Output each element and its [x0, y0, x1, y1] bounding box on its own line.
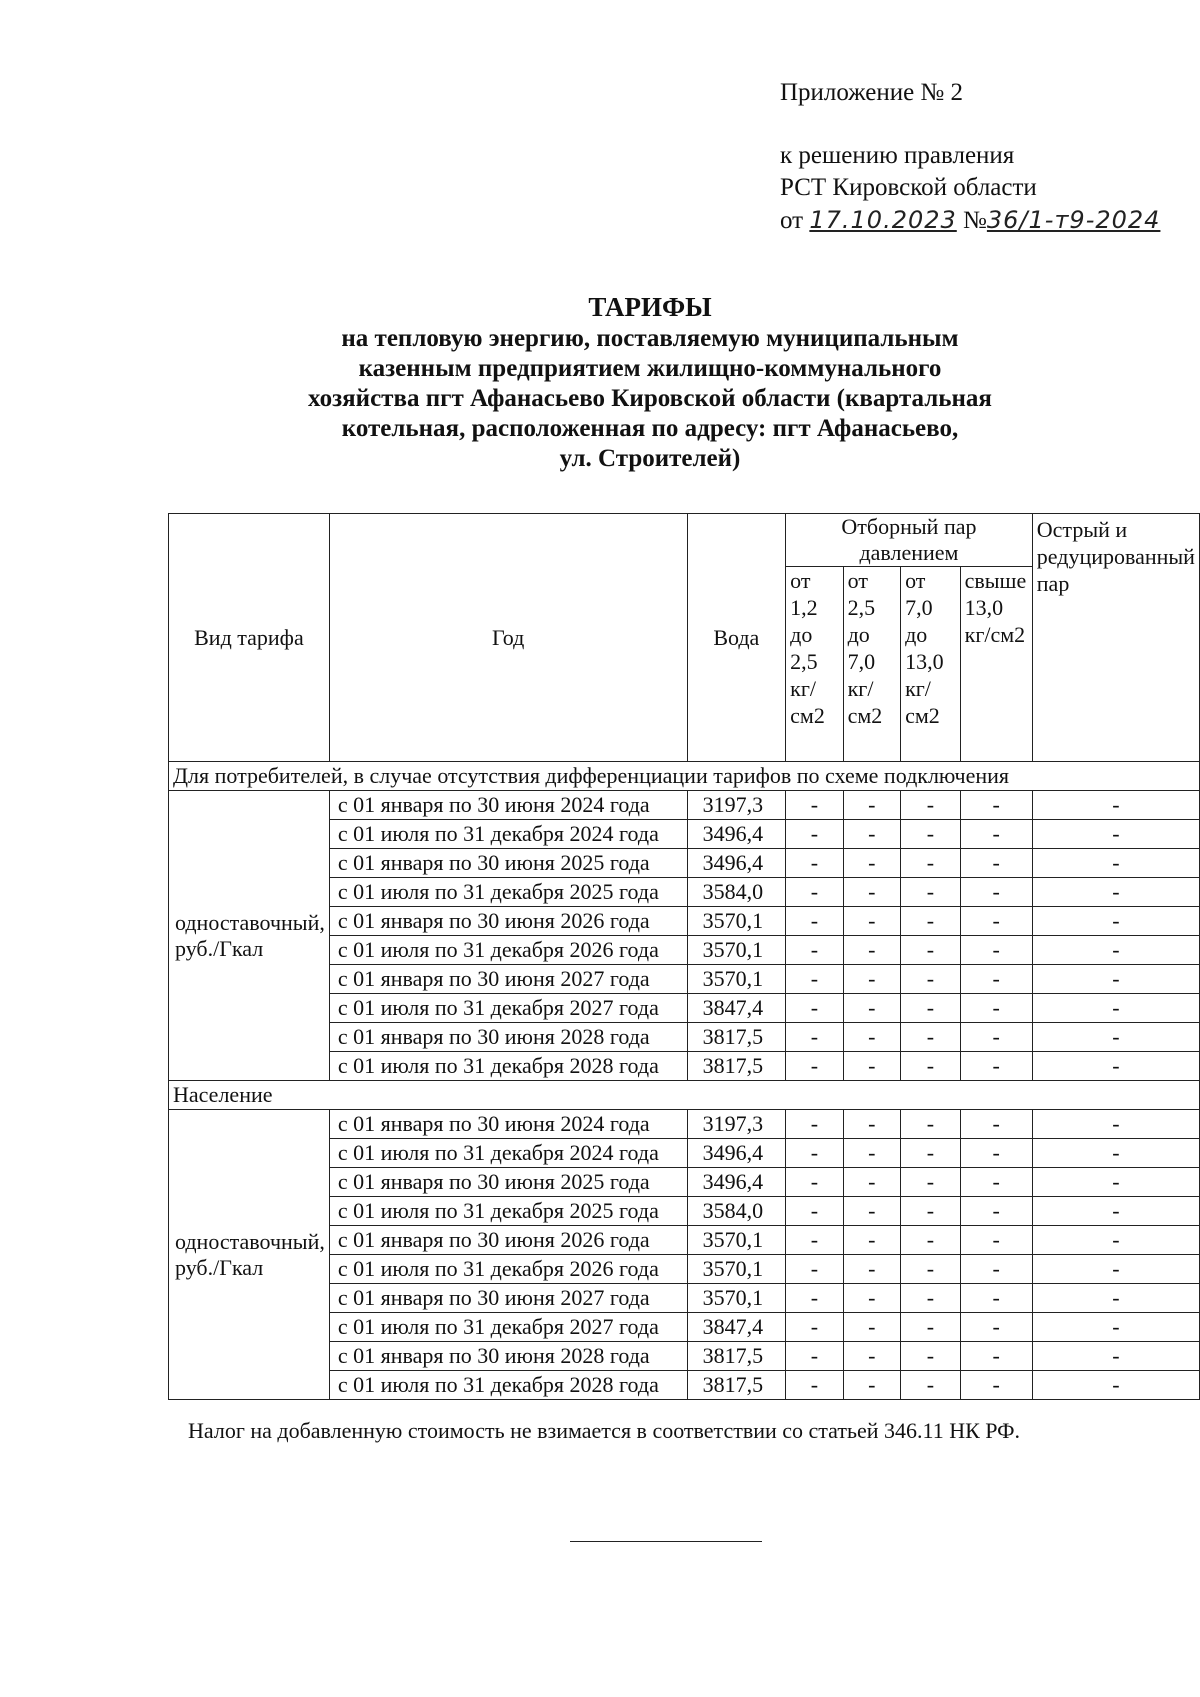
steam-tariff-cell: -	[786, 849, 843, 878]
col-header-water: Вода	[687, 514, 786, 762]
decision-block	[780, 140, 1160, 237]
period-cell: с 01 июля по 31 декабря 2026 года	[329, 1255, 687, 1284]
title-line-4: котельная, расположенная по адресу: пгт Афанасьево,	[341, 415, 959, 442]
steam-tariff-cell: -	[901, 791, 961, 820]
steam-tariff-cell: -	[786, 994, 843, 1023]
water-tariff-cell: 3570,1	[687, 1284, 786, 1313]
steam-tariff-cell: -	[1032, 1255, 1199, 1284]
period-cell: с 01 января по 30 июня 2027 года	[329, 965, 687, 994]
steam-tariff-cell: -	[901, 907, 961, 936]
period-cell: с 01 января по 30 июня 2026 года	[329, 1226, 687, 1255]
steam-tariff-cell: -	[786, 1139, 843, 1168]
steam-tariff-cell: -	[786, 1284, 843, 1313]
steam-tariff-cell: -	[1032, 1371, 1199, 1400]
tariff-kind-cell: одноставочный, руб./Гкал	[169, 1110, 330, 1400]
steam-tariff-cell: -	[843, 1284, 900, 1313]
period-cell: с 01 июля по 31 декабря 2028 года	[329, 1052, 687, 1081]
steam-tariff-cell: -	[901, 820, 961, 849]
steam-tariff-cell: -	[786, 936, 843, 965]
water-tariff-cell: 3817,5	[687, 1371, 786, 1400]
steam-tariff-cell: -	[960, 994, 1032, 1023]
col-header-kind: Вид тарифа	[169, 514, 330, 762]
col-header-steam-3: от 7,0 до 13,0 кг/см2	[901, 567, 961, 762]
steam-tariff-cell: -	[960, 1052, 1032, 1081]
steam-tariff-cell: -	[786, 907, 843, 936]
steam-tariff-cell: -	[786, 820, 843, 849]
steam-tariff-cell: -	[1032, 1168, 1199, 1197]
steam-tariff-cell: -	[901, 1313, 961, 1342]
group-title: Население	[169, 1081, 1200, 1110]
steam-tariff-cell: -	[1032, 1342, 1199, 1371]
water-tariff-cell: 3570,1	[687, 965, 786, 994]
steam-tariff-cell: -	[960, 1313, 1032, 1342]
period-cell: с 01 января по 30 июня 2025 года	[329, 1168, 687, 1197]
steam-tariff-cell: -	[960, 1284, 1032, 1313]
steam-tariff-cell: -	[786, 1168, 843, 1197]
water-tariff-cell: 3570,1	[687, 907, 786, 936]
water-tariff-cell: 3570,1	[687, 936, 786, 965]
steam-tariff-cell: -	[960, 1168, 1032, 1197]
steam-tariff-cell: -	[901, 1197, 961, 1226]
steam-tariff-cell: -	[1032, 1197, 1199, 1226]
steam-tariff-cell: -	[901, 1226, 961, 1255]
steam-tariff-cell: -	[901, 878, 961, 907]
period-cell: с 01 января по 30 июня 2026 года	[329, 907, 687, 936]
steam-tariff-cell: -	[1032, 1023, 1199, 1052]
steam-tariff-cell: -	[901, 1342, 961, 1371]
period-cell: с 01 июля по 31 декабря 2026 года	[329, 936, 687, 965]
steam-tariff-cell: -	[843, 1052, 900, 1081]
steam-tariff-cell: -	[843, 791, 900, 820]
water-tariff-cell: 3496,4	[687, 849, 786, 878]
steam-tariff-cell: -	[1032, 791, 1199, 820]
vat-footnote: Налог на добавленную стоимость не взимается в соответствии со статьей 346.11 НК РФ.	[188, 1418, 1021, 1443]
period-cell: с 01 января по 30 июня 2028 года	[329, 1342, 687, 1371]
steam-tariff-cell: -	[960, 1023, 1032, 1052]
period-cell: с 01 июля по 31 декабря 2025 года	[329, 878, 687, 907]
steam-tariff-cell: -	[1032, 965, 1199, 994]
steam-tariff-cell: -	[960, 1255, 1032, 1284]
steam-tariff-cell: -	[960, 791, 1032, 820]
title-line-1: на тепловую энергию, поставляемую муниципальным	[341, 325, 959, 352]
period-cell: с 01 января по 30 июня 2024 года	[329, 1110, 687, 1139]
steam-tariff-cell: -	[901, 1110, 961, 1139]
steam-tariff-cell: -	[843, 1371, 900, 1400]
col-header-steam-group: Отборный пар давлением	[786, 514, 1033, 567]
steam-tariff-cell: -	[786, 1313, 843, 1342]
period-cell: с 01 июля по 31 декабря 2027 года	[329, 994, 687, 1023]
decision-date: 17.10.2023	[809, 206, 957, 234]
steam-tariff-cell: -	[1032, 849, 1199, 878]
steam-tariff-cell: -	[901, 1139, 961, 1168]
steam-tariff-cell: -	[901, 1052, 961, 1081]
water-tariff-cell: 3496,4	[687, 1168, 786, 1197]
steam-tariff-cell: -	[960, 1139, 1032, 1168]
water-tariff-cell: 3584,0	[687, 878, 786, 907]
steam-tariff-cell: -	[1032, 1226, 1199, 1255]
steam-tariff-cell: -	[960, 1371, 1032, 1400]
steam-tariff-cell: -	[843, 907, 900, 936]
group-title: Для потребителей, в случае отсутствия дифференциации тарифов по схеме подключения	[169, 762, 1200, 791]
steam-tariff-cell: -	[786, 1197, 843, 1226]
period-cell: с 01 января по 30 июня 2027 года	[329, 1284, 687, 1313]
steam-tariff-cell: -	[786, 965, 843, 994]
steam-tariff-cell: -	[843, 1226, 900, 1255]
steam-tariff-cell: -	[843, 1110, 900, 1139]
steam-tariff-cell: -	[960, 965, 1032, 994]
steam-tariff-cell: -	[843, 1255, 900, 1284]
number-prefix: №	[963, 207, 987, 234]
steam-tariff-cell: -	[1032, 936, 1199, 965]
water-tariff-cell: 3197,3	[687, 791, 786, 820]
period-cell: с 01 июля по 31 декабря 2024 года	[329, 820, 687, 849]
steam-tariff-cell: -	[901, 849, 961, 878]
period-cell: с 01 января по 30 июня 2028 года	[329, 1023, 687, 1052]
end-divider	[570, 1541, 762, 1542]
period-cell: с 01 января по 30 июня 2025 года	[329, 849, 687, 878]
water-tariff-cell: 3496,4	[687, 1139, 786, 1168]
steam-tariff-cell: -	[843, 849, 900, 878]
steam-tariff-cell: -	[960, 907, 1032, 936]
decision-number: 36/1-т9-2024	[986, 206, 1161, 234]
steam-tariff-cell: -	[1032, 878, 1199, 907]
water-tariff-cell: 3817,5	[687, 1023, 786, 1052]
title-main: ТАРИФЫ	[588, 292, 712, 322]
water-tariff-cell: 3817,5	[687, 1052, 786, 1081]
period-cell: с 01 января по 30 июня 2024 года	[329, 791, 687, 820]
water-tariff-cell: 3584,0	[687, 1197, 786, 1226]
steam-tariff-cell: -	[843, 936, 900, 965]
col-header-steam-1: от 1,2 до 2,5 кг/см2	[786, 567, 843, 762]
steam-tariff-cell: -	[786, 1023, 843, 1052]
water-tariff-cell: 3817,5	[687, 1342, 786, 1371]
steam-tariff-cell: -	[1032, 907, 1199, 936]
steam-tariff-cell: -	[843, 1023, 900, 1052]
water-tariff-cell: 3847,4	[687, 1313, 786, 1342]
steam-tariff-cell: -	[1032, 1052, 1199, 1081]
tariff-kind-cell: одноставочный, руб./Гкал	[169, 791, 330, 1081]
steam-tariff-cell: -	[786, 878, 843, 907]
steam-tariff-cell: -	[843, 1342, 900, 1371]
steam-tariff-cell: -	[901, 1168, 961, 1197]
steam-tariff-cell: -	[1032, 1313, 1199, 1342]
period-cell: с 01 июля по 31 декабря 2024 года	[329, 1139, 687, 1168]
steam-tariff-cell: -	[843, 1168, 900, 1197]
appendix-label: Приложение № 2	[780, 79, 964, 106]
steam-tariff-cell: -	[901, 1023, 961, 1052]
steam-tariff-cell: -	[1032, 994, 1199, 1023]
period-cell: с 01 июля по 31 декабря 2028 года	[329, 1371, 687, 1400]
steam-tariff-cell: -	[843, 1197, 900, 1226]
steam-tariff-cell: -	[901, 994, 961, 1023]
steam-tariff-cell: -	[786, 1226, 843, 1255]
table-row	[169, 791, 1200, 820]
water-tariff-cell: 3570,1	[687, 1255, 786, 1284]
steam-tariff-cell: -	[1032, 1139, 1199, 1168]
steam-tariff-cell: -	[960, 1342, 1032, 1371]
col-header-steam-4: свыше 13,0 кг/см2	[960, 567, 1032, 762]
col-header-steam-2: от 2,5 до 7,0 кг/см2	[843, 567, 900, 762]
document-title	[250, 290, 1050, 474]
steam-tariff-cell: -	[1032, 820, 1199, 849]
steam-tariff-cell: -	[901, 965, 961, 994]
steam-tariff-cell: -	[1032, 1284, 1199, 1313]
steam-tariff-cell: -	[843, 994, 900, 1023]
col-header-sharp-steam: Острый и редуцированный пар	[1032, 514, 1199, 762]
steam-tariff-cell: -	[786, 1342, 843, 1371]
decision-line-2: РСТ Кировской области	[780, 174, 1037, 201]
steam-tariff-cell: -	[1032, 1110, 1199, 1139]
steam-tariff-cell: -	[843, 1313, 900, 1342]
decision-line-1: к решению правления	[780, 142, 1015, 169]
decision-date-line	[780, 204, 1160, 237]
date-prefix: от	[780, 207, 804, 234]
steam-tariff-cell: -	[901, 1284, 961, 1313]
tariff-groups	[169, 762, 1200, 1400]
steam-tariff-cell: -	[843, 878, 900, 907]
water-tariff-cell: 3496,4	[687, 820, 786, 849]
steam-tariff-cell: -	[786, 1371, 843, 1400]
water-tariff-cell: 3847,4	[687, 994, 786, 1023]
steam-tariff-cell: -	[960, 1197, 1032, 1226]
title-line-3: хозяйства пгт Афанасьево Кировской области (квартальная	[308, 385, 992, 412]
steam-tariff-cell: -	[843, 820, 900, 849]
steam-tariff-cell: -	[843, 1139, 900, 1168]
title-line-2: казенным предприятием жилищно-коммунального	[358, 355, 942, 382]
steam-tariff-cell: -	[901, 936, 961, 965]
steam-tariff-cell: -	[960, 820, 1032, 849]
steam-tariff-cell: -	[960, 849, 1032, 878]
water-tariff-cell: 3197,3	[687, 1110, 786, 1139]
steam-tariff-cell: -	[960, 936, 1032, 965]
tariffs-table	[168, 513, 1200, 1400]
steam-tariff-cell: -	[960, 1110, 1032, 1139]
steam-tariff-cell: -	[843, 965, 900, 994]
steam-tariff-cell: -	[786, 1255, 843, 1284]
steam-tariff-cell: -	[786, 1110, 843, 1139]
steam-tariff-cell: -	[901, 1371, 961, 1400]
title-line-5: ул. Строителей)	[559, 445, 741, 472]
steam-tariff-cell: -	[960, 1226, 1032, 1255]
steam-tariff-cell: -	[786, 791, 843, 820]
steam-tariff-cell: -	[901, 1255, 961, 1284]
period-cell: с 01 июля по 31 декабря 2027 года	[329, 1313, 687, 1342]
period-cell: с 01 июля по 31 декабря 2025 года	[329, 1197, 687, 1226]
water-tariff-cell: 3570,1	[687, 1226, 786, 1255]
table-row	[169, 1110, 1200, 1139]
steam-tariff-cell: -	[960, 878, 1032, 907]
steam-tariff-cell: -	[786, 1052, 843, 1081]
col-header-year: Год	[329, 514, 687, 762]
